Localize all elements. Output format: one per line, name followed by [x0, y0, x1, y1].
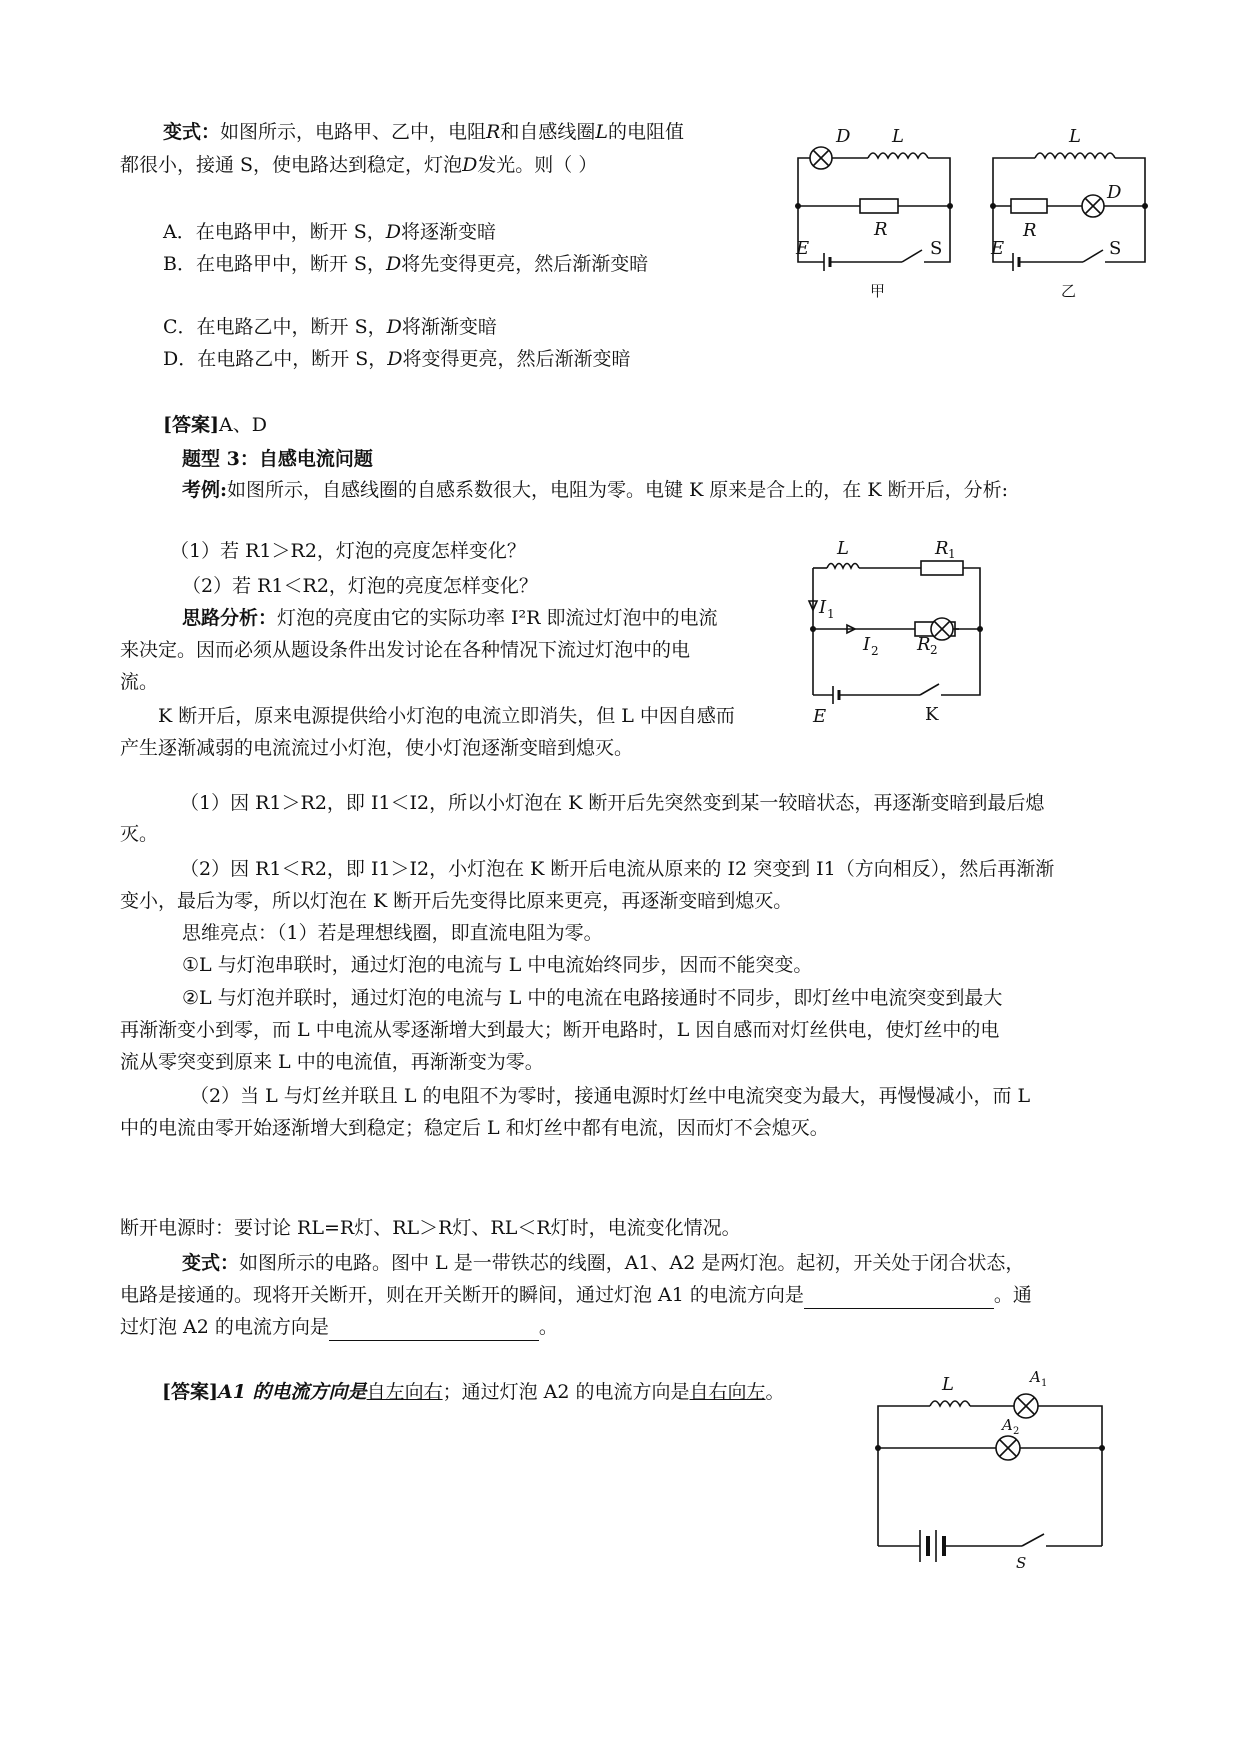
- variant1-line2: 都很小，接通 S，使电路达到稳定，灯泡D发光。则（ ）: [120, 154, 598, 176]
- svg-text:乙: 乙: [1061, 282, 1077, 300]
- circuit-k: [805, 538, 1005, 727]
- svg-text:2: 2: [930, 643, 938, 657]
- circuit-jia: [790, 120, 960, 300]
- svg-text:1: 1: [1041, 1378, 1048, 1389]
- cutoff-line: 断开电源时：要讨论 RL=R灯、RL＞R灯、RL＜R灯时，电流变化情况。: [120, 1217, 741, 1239]
- variant2-line2: 电路是接通的。现将开关断开，则在开关断开的瞬间，通过灯泡 A1 的电流方向是 。通: [120, 1281, 1032, 1309]
- lamp-d-icon: [1082, 195, 1104, 217]
- case2-line2: 变小，最后为零，所以灯泡在 K 断开后先变得比原来更亮，再逐渐变暗到熄灭。: [120, 890, 793, 912]
- svg-text:R: R: [935, 538, 949, 559]
- switch-icon: [902, 250, 922, 262]
- analysis-line3: 流。: [120, 671, 159, 693]
- svg-text:R: R: [1023, 220, 1037, 241]
- resistor-r1-icon: [921, 561, 963, 575]
- option-d: D．在电路乙中，断开 S，D将变得更亮，然后渐渐变暗: [163, 348, 631, 370]
- svg-text:L: L: [942, 1374, 954, 1395]
- svg-text:I: I: [863, 634, 871, 655]
- svg-text:A: A: [1002, 1416, 1013, 1434]
- case1-line2: 灭。: [120, 823, 159, 845]
- variant2-line3: 过灯泡 A2 的电流方向是 。: [120, 1313, 558, 1341]
- resistor-icon: [860, 199, 898, 213]
- analysis-line2: 来决定。因而必须从题设条件出发讨论在各种情况下流过灯泡中的电: [120, 639, 691, 661]
- option-c: C．在电路乙中，断开 S，D将渐渐变暗: [163, 316, 497, 338]
- option-b: B．在电路甲中，断开 S，D将先变得更亮，然后渐渐变暗: [163, 253, 649, 275]
- inductor-icon: [1035, 153, 1115, 158]
- lamp-icon: [931, 618, 953, 640]
- question-1: （1）若 R1＞R2，灯泡的亮度怎样变化？: [170, 540, 526, 562]
- case1-line1: （1）因 R1＞R2，即 I1＜I2，所以小灯泡在 K 断开后先突然变到某一较暗状态，再逐渐变暗到最后熄: [180, 792, 1045, 814]
- svg-text:D: D: [836, 126, 851, 147]
- circuit-a1-a2: [870, 1370, 1110, 1570]
- svg-text:S: S: [930, 238, 943, 259]
- svg-text:A: A: [1030, 1368, 1041, 1386]
- svg-text:I: I: [819, 597, 827, 618]
- point-2-line1: ②L 与灯泡并联时，通过灯泡的电流与 L 中的电流在电路接通时不同步，即灯丝中电流突变到最大: [182, 987, 1003, 1009]
- variant1-line1: 变式：如图所示，电路甲、乙中，电阻R和自感线圈L的电阻值: [163, 121, 684, 143]
- lamp-a1-icon: [1014, 1394, 1038, 1418]
- svg-text:L: L: [892, 126, 904, 147]
- svg-text:2: 2: [871, 644, 879, 658]
- question-2: （2）若 R1＜R2，灯泡的亮度怎样变化？: [182, 575, 538, 597]
- variant1-answer: [答案]A、D: [163, 414, 267, 436]
- case2-line1: （2）因 R1＜R2，即 I1＞I2，小灯泡在 K 断开后电流从原来的 I2 突变到 I1（方向相反），然后再渐渐: [180, 858, 1055, 880]
- switch-k-icon: [920, 684, 939, 695]
- thinking-line: 思维亮点：（1）若是理想线圈，即直流电阻为零。: [182, 922, 603, 944]
- svg-text:R: R: [874, 219, 888, 240]
- svg-text:1: 1: [827, 607, 835, 621]
- svg-text:S: S: [1016, 1554, 1027, 1572]
- svg-text:E: E: [991, 238, 1005, 259]
- option-a: A．在电路甲中，断开 S，D将逐渐变暗: [163, 221, 497, 243]
- inductor-icon: [827, 564, 859, 569]
- circuit-yi: [985, 120, 1155, 300]
- svg-text:1: 1: [948, 547, 956, 561]
- lamp-d-icon: [810, 147, 832, 169]
- analysis-line1: 思路分析：灯泡的亮度由它的实际功率 I²R 即流过灯泡中的电流: [182, 607, 718, 629]
- example-line: 考例:如图所示，自感线圈的自感系数很大，电阻为零。电键 K 原来是合上的，在 K 断开后，分析:: [182, 479, 1008, 501]
- inductor-icon: [868, 153, 928, 158]
- svg-text:E: E: [796, 238, 810, 259]
- variant2-answer: [答案]A1 的电流方向是自左向右；通过灯泡 A2 的电流方向是自右向左。: [162, 1381, 785, 1403]
- svg-text:D: D: [1107, 182, 1122, 203]
- k-open-line1: K 断开后，原来电源提供给小灯泡的电流立即消失，但 L 中因自感而: [158, 705, 735, 727]
- answer-blank-a2[interactable]: [329, 1318, 539, 1341]
- svg-text:L: L: [837, 538, 849, 559]
- svg-text:E: E: [813, 706, 827, 727]
- switch-s-icon: [1022, 1534, 1044, 1546]
- answer-blank-a1[interactable]: [804, 1286, 994, 1309]
- resistor-icon: [1011, 199, 1047, 213]
- svg-text:R: R: [917, 634, 931, 655]
- inductor-icon: [930, 1401, 970, 1406]
- variant2-line1: 变式：如图所示的电路。图中 L 是一带铁芯的线圈，A1、A2 是两灯泡。起初，开关处于闭合状态，: [182, 1252, 1025, 1274]
- svg-text:L: L: [1069, 126, 1081, 147]
- switch-icon: [1083, 250, 1103, 262]
- point-3-line1: （2）当 L 与灯丝并联且 L 的电阻不为零时，接通电源时灯丝中电流突变为最大，再慢慢减小，而 L: [190, 1085, 1031, 1107]
- point-2-line2: 再渐渐变小到零，而 L 中电流从零逐渐增大到最大；断开电路时，L 因自感而对灯丝供电，使灯丝中的电: [120, 1019, 1000, 1041]
- svg-text:甲: 甲: [870, 282, 886, 300]
- lamp-a2-icon: [996, 1436, 1020, 1460]
- svg-text:S: S: [1109, 238, 1122, 259]
- svg-text:2: 2: [1013, 1426, 1020, 1437]
- k-open-line2: 产生逐渐减弱的电流流过小灯泡，使小灯泡逐渐变暗到熄灭。: [120, 737, 634, 759]
- svg-text:K: K: [925, 704, 939, 725]
- point-1: ①L 与灯泡串联时，通过灯泡的电流与 L 中电流始终同步，因而不能突变。: [182, 954, 813, 976]
- type3-title: 题型 3：自感电流问题: [182, 448, 373, 470]
- point-2-line3: 流从零突变到原来 L 中的电流值，再渐渐变为零。: [120, 1051, 544, 1073]
- point-3-line2: 中的电流由零开始逐渐增大到稳定；稳定后 L 和灯丝中都有电流，因而灯不会熄灭。: [120, 1117, 829, 1139]
